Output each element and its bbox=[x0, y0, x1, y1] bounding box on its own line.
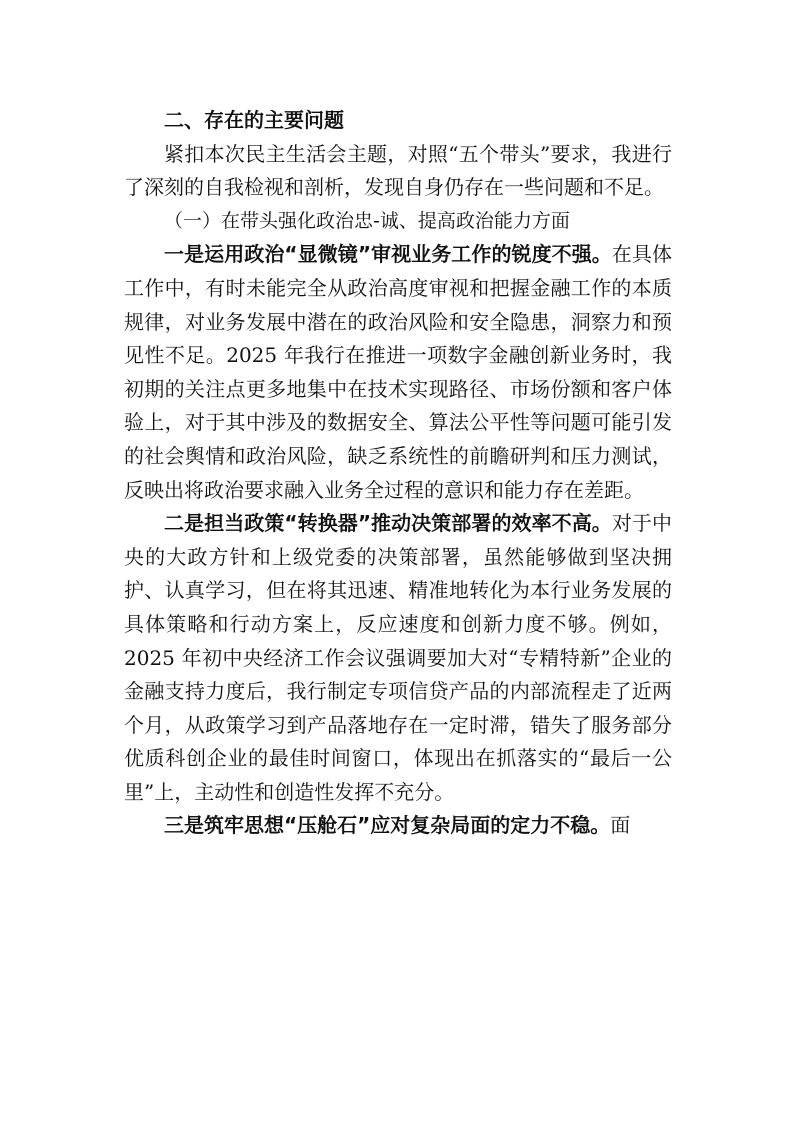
point-paragraph-2 bbox=[124, 507, 672, 809]
point-lead-3: 三是筑牢思想“压舱石”应对复杂局面的定力不稳。 bbox=[164, 813, 611, 838]
point-body-1: 在具体工作中，有时未能完全从政治高度审视和把握金融工作的本质规律，对业务发展中潜在的政治风险和安全隐患，洞察力和预见性不足。2025 年我行在推进一项数字金融创新业务时，我初期的关注点更多地集中在技术实现路径、市场份额和客户体验上，对于其中涉及的数据安全、算法公平性等问题可能引发的社会舆情和政治风险，缺乏系统性的前瞻研判和压力测试，反映出将政治要求融入业务全过程的意识和能力存在差距。 bbox=[124, 242, 672, 502]
subsection-heading: （一）在带头强化政治忠-诚、提高政治能力方面 bbox=[164, 209, 570, 232]
point-lead-1: 一是运用政治“显微镜”审视业务工作的锐度不强。 bbox=[164, 242, 612, 267]
point-paragraph-3 bbox=[124, 809, 672, 843]
intro-paragraph: 紧扣本次民主生活会主题，对照“五个带头”要求，我进行了深刻的自我检视和剖析，发现自身仍存在一些问题和不足。 bbox=[124, 141, 672, 200]
point-paragraph-1 bbox=[124, 238, 672, 507]
point-body-2: 对于中央的大政方针和上级党委的决策部署，虽然能够做到坚决拥护、认真学习，但在将其迅速、精准地转化为本行业务发展的具体策略和行动方案上，反应速度和创新力度不够。例如，2025 年初中央经济工作会议强调要加大对“专精特新”企业的金融支持力度后，我行制定专项信贷产品的内部流程走了近两个月，从政策学习到产品落地存在一定时滞，错失了服务部分优质科创企业的最佳时间窗口，体现出在抓落实的“最后一公里”上，主动性和创造性发挥不充分。 bbox=[124, 511, 672, 804]
section-heading: 二、存在的主要问题 bbox=[164, 108, 344, 132]
point-body-3: 面 bbox=[610, 813, 631, 838]
point-lead-2: 二是担当政策“转换器”推动决策部署的效率不高。 bbox=[164, 511, 612, 536]
document-body bbox=[124, 104, 672, 843]
